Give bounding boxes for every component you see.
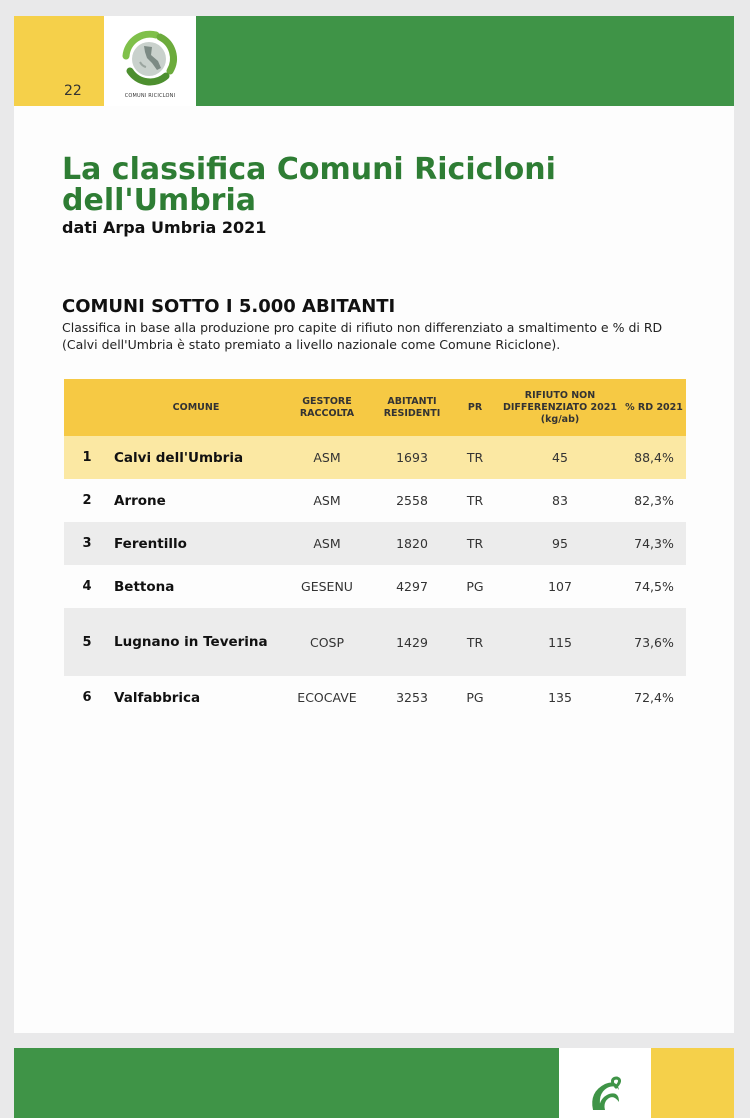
recycle-globe-italy-icon — [104, 16, 196, 92]
document-page — [14, 16, 734, 1033]
cell-pr: PG — [452, 676, 498, 719]
cell-gestore: ASM — [282, 522, 372, 565]
cell-abitanti: 1693 — [372, 436, 452, 479]
cell-rd: 74,5% — [622, 565, 686, 608]
cell-pr: TR — [452, 436, 498, 479]
logo-caption: COMUNI RICICLONI — [124, 93, 176, 99]
page-number: 22 — [64, 83, 82, 99]
cell-pr: TR — [452, 522, 498, 565]
cell-comune: Ferentillo — [110, 522, 282, 565]
cell-pr: TR — [452, 608, 498, 676]
table-header-row — [64, 379, 686, 436]
cell-abitanti: 3253 — [372, 676, 452, 719]
cell-gestore: ASM — [282, 479, 372, 522]
header-rank — [64, 379, 110, 436]
table-row — [64, 479, 686, 522]
section-title: COMUNI SOTTO I 5.000 ABITANTI — [62, 296, 396, 317]
cell-abitanti: 2558 — [372, 479, 452, 522]
cell-rifiuto: 115 — [498, 608, 622, 676]
cell-rank: 4 — [64, 565, 110, 608]
header-abitanti: ABITANTI RESIDENTI — [372, 379, 452, 436]
cell-rifiuto: 83 — [498, 479, 622, 522]
ranking-table — [64, 379, 686, 719]
cell-comune: Calvi dell'Umbria — [110, 436, 282, 479]
header-rifiuto: RIFIUTO NON DIFFERENZIATO 2021 (kg/ab) — [498, 379, 622, 436]
header-green-band — [196, 16, 734, 106]
cell-rifiuto: 95 — [498, 522, 622, 565]
cell-abitanti: 1429 — [372, 608, 452, 676]
cell-gestore: COSP — [282, 608, 372, 676]
cell-rifiuto: 45 — [498, 436, 622, 479]
footer-yellow-block — [651, 1048, 734, 1118]
cell-rd: 72,4% — [622, 676, 686, 719]
cell-comune: Lugnano in Teverina — [110, 608, 282, 676]
table-row — [64, 436, 686, 479]
footer-green-band — [14, 1048, 559, 1118]
page-subtitle: dati Arpa Umbria 2021 — [62, 218, 267, 237]
cell-abitanti: 4297 — [372, 565, 452, 608]
cell-comune: Arrone — [110, 479, 282, 522]
cell-rank: 3 — [64, 522, 110, 565]
cell-gestore: ECOCAVE — [282, 676, 372, 719]
header-pr: PR — [452, 379, 498, 436]
header-logo — [104, 16, 196, 106]
cell-rd: 82,3% — [622, 479, 686, 522]
header-rd: % RD 2021 — [622, 379, 686, 436]
footer-logo — [559, 1048, 651, 1118]
cell-comune: Valfabbrica — [110, 676, 282, 719]
cell-rd: 88,4% — [622, 436, 686, 479]
header-comune: COMUNE — [110, 379, 282, 436]
cell-rifiuto: 135 — [498, 676, 622, 719]
cell-rank: 5 — [64, 608, 110, 676]
cell-pr: PG — [452, 565, 498, 608]
cell-rank: 1 — [64, 436, 110, 479]
cell-rd: 74,3% — [622, 522, 686, 565]
table-row — [64, 522, 686, 565]
header-yellow-block — [14, 16, 104, 106]
legambiente-swan-icon — [559, 1048, 651, 1118]
header-gestore: GESTORE RACCOLTA — [282, 379, 372, 436]
cell-gestore: GESENU — [282, 565, 372, 608]
page-title: La classifica Comuni Ricicloni dell'Umbria — [62, 152, 556, 218]
section-description: Classifica in base alla produzione pro capite di rifiuto non differenziato a smaltimento e % di RD (Calvi dell'Umbria è stato premiato a livello nazionale come Comune Riciclone). — [62, 320, 663, 352]
cell-gestore: ASM — [282, 436, 372, 479]
cell-rifiuto: 107 — [498, 565, 622, 608]
table-row — [64, 565, 686, 608]
cell-rank: 6 — [64, 676, 110, 719]
cell-rank: 2 — [64, 479, 110, 522]
table-row — [64, 676, 686, 719]
cell-abitanti: 1820 — [372, 522, 452, 565]
cell-pr: TR — [452, 479, 498, 522]
cell-rd: 73,6% — [622, 608, 686, 676]
cell-comune: Bettona — [110, 565, 282, 608]
table-row — [64, 608, 686, 676]
